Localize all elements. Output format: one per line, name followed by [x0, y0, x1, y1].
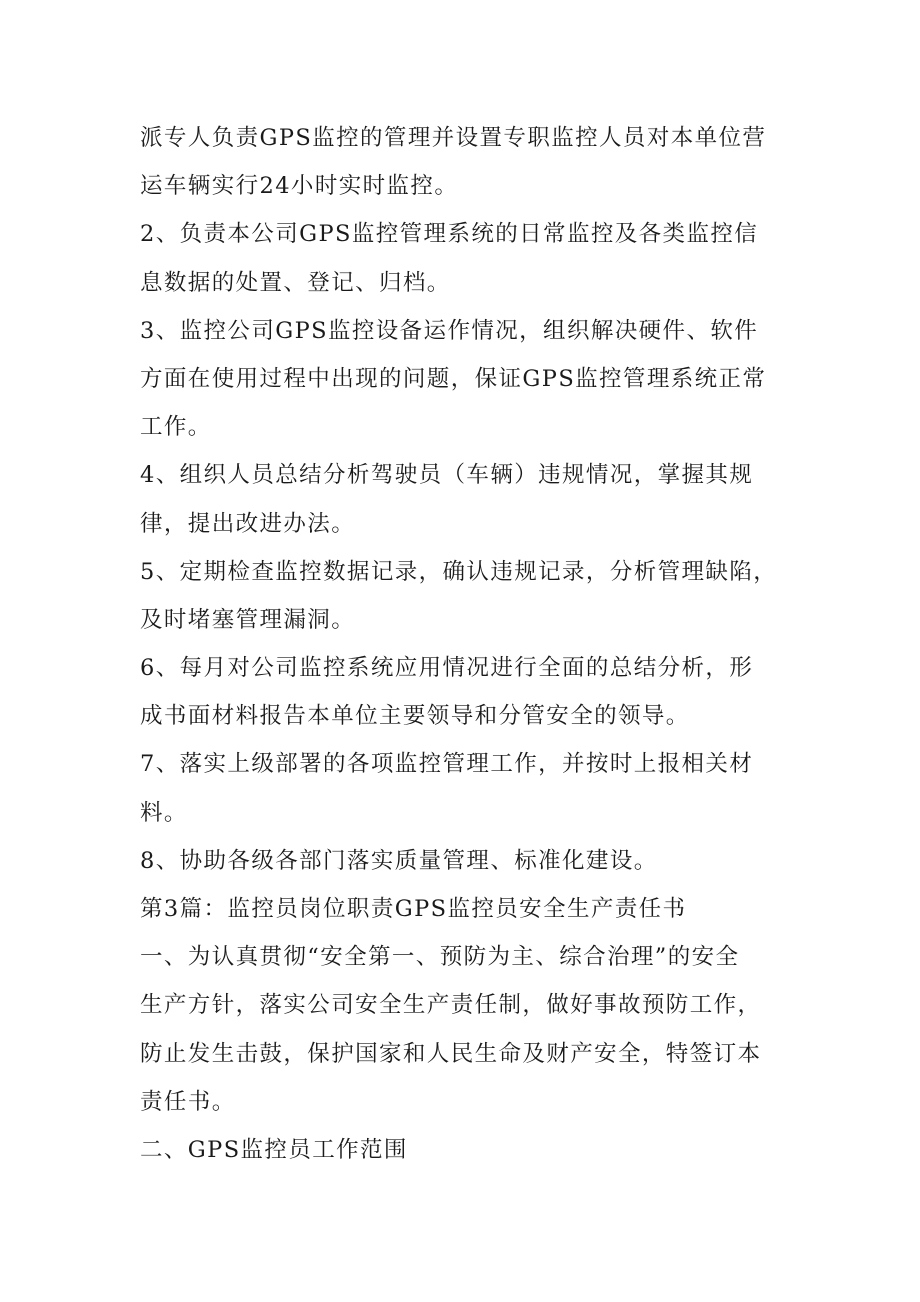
text-line: 息数据的处置、登记、归档。: [140, 269, 451, 296]
text-line: 一、为认真贯彻“安全第一、预防为主、综合治理”的安全: [140, 944, 740, 971]
text-line: 生产方针，落实公司安全生产责任制，做好事故预防工作，: [140, 992, 762, 1019]
text-line: 6、每月对公司监控系统应用情况进行全面的总结分析，形: [140, 655, 754, 682]
text-line: 方面在使用过程中出现的问题，保证GPS监控管理系统正常: [140, 365, 767, 392]
text-line: 工作。: [140, 414, 212, 441]
subsection-heading: 二、GPS监控员工作范围: [140, 1136, 408, 1163]
text-line: 运车辆实行24小时实时监控。: [140, 173, 459, 200]
text-line: 8、协助各级各部门落实质量管理、标准化建设。: [140, 847, 658, 874]
text-line: 3、监控公司GPS监控设备运作情况，组织解决硬件、软件: [140, 317, 759, 344]
document-body: [140, 118, 790, 1178]
text-line: 2、负责本公司GPS监控管理系统的日常监控及各类监控信: [140, 221, 759, 248]
text-line: 料。: [140, 799, 188, 826]
text-line: 及时堵塞管理漏洞。: [140, 606, 356, 633]
text-line: 5、定期检查监控数据记录，确认违规记录，分析管理缺陷，: [140, 558, 778, 585]
text-line: 防止发生击鼓，保护国家和人民生命及财产安全，特签订本: [140, 1040, 762, 1067]
text-line: 派专人负责GPS监控的管理并设置专职监控人员对本单位营: [140, 125, 767, 151]
section-heading: 第3篇：监控员岗位职责GPS监控员安全生产责任书: [140, 896, 687, 922]
text-line: 7、落实上级部署的各项监控管理工作，并按时上报相关材: [140, 751, 754, 778]
text-line: 责任书。: [140, 1088, 236, 1115]
text-line: 律，提出改进办法。: [140, 510, 356, 537]
text-line: 4、组织人员总结分析驾驶员（车辆）违规情况，掌握其规: [140, 462, 754, 489]
text-line: 成书面材料报告本单位主要领导和分管安全的领导。: [140, 703, 690, 730]
